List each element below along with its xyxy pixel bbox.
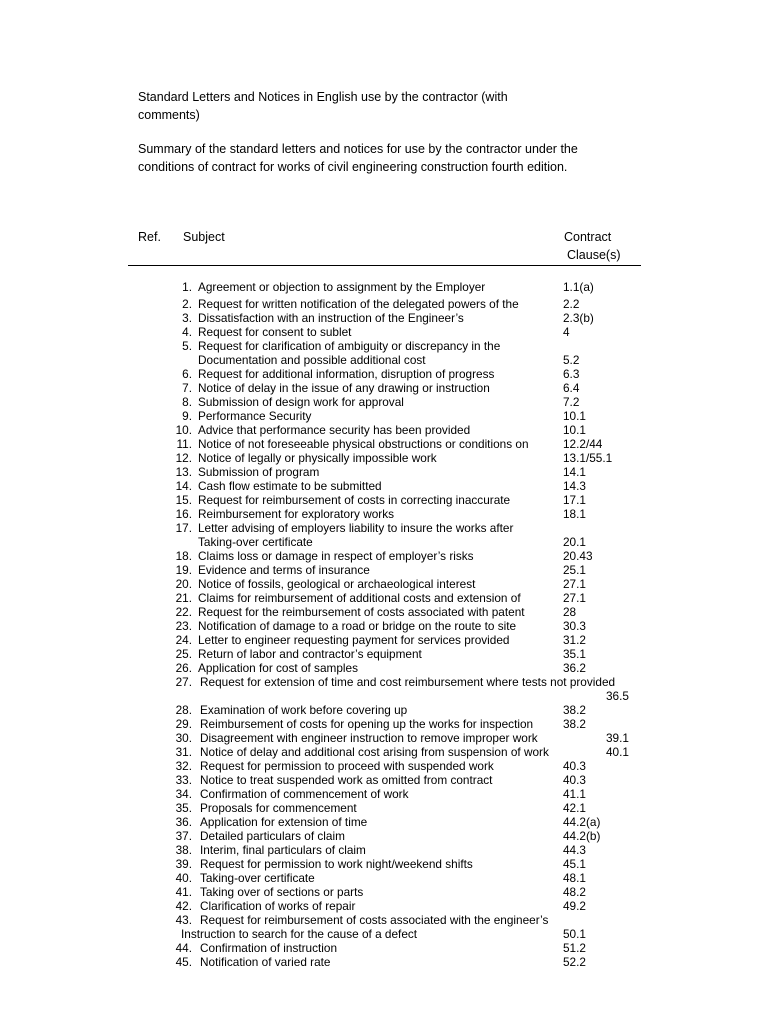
list-item: [0, 280, 768, 297]
item-number: 36.: [175, 815, 192, 829]
item-subject: Evidence and terms of insurance: [198, 563, 370, 577]
item-clause: 27.1: [563, 591, 586, 605]
item-subject: Request for clarification of ambiguity or discrepancy in the: [198, 339, 501, 353]
list-item: [0, 451, 768, 465]
item-subject: Submission of design work for approval: [198, 395, 404, 409]
column-header-clause-line2: Clause(s): [567, 248, 621, 262]
item-number: 17.: [175, 521, 192, 535]
item-clause: 2.2: [563, 297, 580, 311]
item-subject: Reimbursement of costs for opening up the works for inspection: [200, 717, 534, 731]
item-clause: 10.1: [563, 409, 586, 423]
item-number: 27.: [175, 675, 192, 689]
list-item: [0, 423, 768, 437]
item-number: 39.: [175, 857, 192, 871]
item-subject: Performance Security: [198, 409, 312, 423]
item-subject: Request for additional information, disruption of progress: [198, 367, 495, 381]
list-item: [0, 675, 768, 689]
item-number: 21.: [175, 591, 192, 605]
list-item: [0, 395, 768, 409]
item-number: 23.: [175, 619, 192, 633]
item-number: 5.: [182, 339, 192, 353]
list-item: [0, 661, 768, 675]
item-clause: 2.3(b): [563, 311, 594, 325]
item-number: 4.: [182, 325, 192, 339]
list-item: [0, 927, 768, 941]
item-subject: Confirmation of instruction: [200, 941, 338, 955]
item-subject: Notice of legally or physically impossible work: [198, 451, 437, 465]
item-number: 10.: [175, 423, 192, 437]
item-subject: Clarification of works of repair: [200, 899, 356, 913]
item-clause: 14.1: [563, 465, 586, 479]
item-clause: 44.3: [563, 843, 586, 857]
item-number: 35.: [175, 801, 192, 815]
item-subject: Request for permission to proceed with suspended work: [200, 759, 494, 773]
list-item: [0, 339, 768, 353]
item-subject: Claims for reimbursement of additional costs and extension of: [198, 591, 521, 605]
list-item: [0, 773, 768, 787]
item-number: 25.: [175, 647, 192, 661]
list-item: [0, 941, 768, 955]
item-clause: 6.3: [563, 367, 580, 381]
list-item: [0, 521, 768, 535]
document-title: Standard Letters and Notices in English use by the contractor (with comments): [138, 90, 508, 122]
list-item: [0, 325, 768, 339]
list-item: [0, 647, 768, 661]
item-subject: Dissatisfaction with an instruction of the Engineer’s: [198, 311, 464, 325]
item-clause: 36.2: [563, 661, 586, 675]
item-subject: Notice to treat suspended work as omitted from contract: [200, 773, 493, 787]
list-item: [0, 479, 768, 493]
list-item: [0, 605, 768, 619]
item-subject: Notice of fossils, geological or archaeological interest: [198, 577, 476, 591]
item-subject: Instruction to search for the cause of a defect: [181, 927, 418, 941]
item-number: 33.: [175, 773, 192, 787]
item-subject: Return of labor and contractor’s equipment: [198, 647, 422, 661]
item-number: 32.: [175, 759, 192, 773]
list-item: [0, 563, 768, 577]
item-number: 22.: [175, 605, 192, 619]
item-clause: 48.1: [563, 871, 586, 885]
item-clause: 51.2: [563, 941, 586, 955]
item-subject: Proposals for commencement: [200, 801, 357, 815]
list-item: [0, 899, 768, 913]
item-clause: 49.2: [563, 899, 586, 913]
list-item: [0, 829, 768, 843]
item-number: 40.: [175, 871, 192, 885]
item-number: 2.: [182, 297, 192, 311]
list-item: [0, 633, 768, 647]
item-subject: Request for extension of time and cost reimbursement where tests not provided: [200, 675, 616, 689]
item-number: 13.: [175, 465, 192, 479]
item-clause: 40.3: [563, 759, 586, 773]
item-subject: Notice of delay and additional cost arising from suspension of work: [200, 745, 549, 759]
item-subject: Documentation and possible additional cost: [198, 353, 426, 367]
item-subject: Advice that performance security has been provided: [198, 423, 471, 437]
item-subject: Request for consent to sublet: [198, 325, 352, 339]
list-item: [0, 507, 768, 521]
item-clause: 17.1: [563, 493, 586, 507]
item-clause: 48.2: [563, 885, 586, 899]
list-item: [0, 367, 768, 381]
item-clause: 40.3: [563, 773, 586, 787]
item-clause: 50.1: [563, 927, 586, 941]
item-number: 6.: [182, 367, 192, 381]
item-number: 28.: [175, 703, 192, 717]
item-subject: Cash flow estimate to be submitted: [198, 479, 382, 493]
header-divider: [128, 265, 641, 266]
item-subject: Taking over of sections or parts: [200, 885, 364, 899]
item-subject: Request for reimbursement of costs associated with the engineer’s: [200, 913, 549, 927]
list-item: [0, 591, 768, 605]
item-subject: Letter to engineer requesting payment for services provided: [198, 633, 510, 647]
item-number: 41.: [175, 885, 192, 899]
item-clause: 45.1: [563, 857, 586, 871]
item-clause: 14.3: [563, 479, 586, 493]
list-item: [0, 885, 768, 899]
item-subject: Request for written notification of the delegated powers of the: [198, 297, 519, 311]
list-item: [0, 801, 768, 815]
item-number: 8.: [182, 395, 192, 409]
list-item: [0, 703, 768, 717]
item-number: 44.: [175, 941, 192, 955]
item-clause: 18.1: [563, 507, 586, 521]
list-item: [0, 913, 768, 927]
letters-list: [0, 280, 768, 969]
item-number: 12.: [175, 451, 192, 465]
item-subject: Notification of varied rate: [200, 955, 331, 969]
item-number: 29.: [175, 717, 192, 731]
item-subject: Taking-over certificate: [198, 535, 313, 549]
item-number: 43.: [175, 913, 192, 927]
item-clause: 6.4: [563, 381, 580, 395]
item-clause: 35.1: [563, 647, 586, 661]
list-item: [0, 787, 768, 801]
item-clause: 39.1: [606, 731, 629, 745]
item-subject: Notice of delay in the issue of any drawing or instruction: [198, 381, 490, 395]
item-subject: Interim, final particulars of claim: [200, 843, 366, 857]
item-number: 14.: [175, 479, 192, 493]
list-item: [0, 871, 768, 885]
item-clause: 5.2: [563, 353, 580, 367]
item-subject: Confirmation of commencement of work: [200, 787, 409, 801]
document-summary: Summary of the standard letters and notices for use by the contractor under the conditions of contract for works of civil engineering construction fourth edition.: [138, 142, 578, 174]
item-clause: 20.1: [563, 535, 586, 549]
item-clause: 42.1: [563, 801, 586, 815]
item-subject: Claims loss or damage in respect of employer’s risks: [198, 549, 474, 563]
item-subject: Reimbursement for exploratory works: [198, 507, 395, 521]
list-item: [0, 549, 768, 563]
item-clause: 31.2: [563, 633, 586, 647]
item-number: 7.: [182, 381, 192, 395]
item-subject: Submission of program: [198, 465, 320, 479]
item-number: 37.: [175, 829, 192, 843]
item-clause: 41.1: [563, 787, 586, 801]
item-subject: Request for the reimbursement of costs associated with patent: [198, 605, 525, 619]
item-clause: 28: [563, 605, 577, 619]
item-clause: 30.3: [563, 619, 586, 633]
item-clause: 40.1: [606, 745, 629, 759]
item-number: 9.: [182, 409, 192, 423]
item-number: 34.: [175, 787, 192, 801]
item-clause: 13.1/55.1: [563, 451, 613, 465]
item-number: 26.: [175, 661, 192, 675]
item-subject: Taking-over certificate: [200, 871, 315, 885]
item-number: 20.: [175, 577, 192, 591]
item-number: 24.: [175, 633, 192, 647]
item-clause: 38.2: [563, 703, 586, 717]
item-subject: Application for extension of time: [200, 815, 368, 829]
item-clause: 7.2: [563, 395, 580, 409]
item-subject: Request for permission to work night/weekend shifts: [200, 857, 473, 871]
item-subject: Notice of not foreseeable physical obstructions or conditions on: [198, 437, 529, 451]
list-item: [0, 619, 768, 633]
list-item: [0, 857, 768, 871]
item-clause: 27.1: [563, 577, 586, 591]
item-subject: Detailed particulars of claim: [200, 829, 345, 843]
list-item: [0, 297, 768, 311]
column-header-clause: [564, 228, 634, 264]
item-number: 38.: [175, 843, 192, 857]
item-subject: Notification of damage to a road or bridge on the route to site: [198, 619, 517, 633]
list-item: [0, 409, 768, 423]
item-subject: Examination of work before covering up: [200, 703, 408, 717]
item-number: 45.: [175, 955, 192, 969]
column-header-clause-line1: Contract: [564, 230, 612, 244]
column-header-ref: Ref.: [138, 230, 161, 244]
list-item: [0, 815, 768, 829]
list-item: [0, 465, 768, 479]
item-number: 15.: [175, 493, 192, 507]
item-clause: 10.1: [563, 423, 586, 437]
item-clause: 1.1(a): [563, 280, 594, 294]
column-header-subject: Subject: [183, 230, 225, 244]
item-number: 16.: [175, 507, 192, 521]
item-number: 11.: [176, 437, 192, 451]
list-item: [0, 717, 768, 731]
list-item: [0, 437, 768, 451]
list-item: [0, 955, 768, 969]
item-clause: 25.1: [563, 563, 586, 577]
item-subject: Disagreement with engineer instruction to remove improper work: [200, 731, 538, 745]
item-subject: Request for reimbursement of costs in correcting inaccurate: [198, 493, 511, 507]
item-clause: 38.2: [563, 717, 586, 731]
item-clause: 36.5: [606, 689, 629, 703]
list-item: [0, 381, 768, 395]
item-subject: Letter advising of employers liability to insure the works after: [198, 521, 514, 535]
item-subject: Agreement or objection to assignment by the Employer: [198, 280, 486, 294]
item-number: 3.: [182, 311, 192, 325]
item-clause: 44.2(a): [563, 815, 601, 829]
list-item: [0, 493, 768, 507]
item-number: 31.: [175, 745, 192, 759]
list-item: [0, 535, 768, 549]
item-clause: 4: [563, 325, 570, 339]
item-number: 19.: [175, 563, 192, 577]
list-item: [0, 311, 768, 325]
list-item: [0, 759, 768, 773]
list-item: [0, 689, 768, 703]
list-item: [0, 353, 768, 367]
item-number: 18.: [175, 549, 192, 563]
item-clause: 20.43: [563, 549, 593, 563]
item-clause: 12.2/44: [563, 437, 603, 451]
item-clause: 44.2(b): [563, 829, 601, 843]
item-number: 30.: [175, 731, 192, 745]
item-subject: Application for cost of samples: [198, 661, 358, 675]
item-clause: 52.2: [563, 955, 586, 969]
list-item: [0, 745, 768, 759]
item-number: 1.: [182, 280, 192, 294]
list-item: [0, 843, 768, 857]
item-number: 42.: [175, 899, 192, 913]
list-item: [0, 577, 768, 591]
list-item: [0, 731, 768, 745]
